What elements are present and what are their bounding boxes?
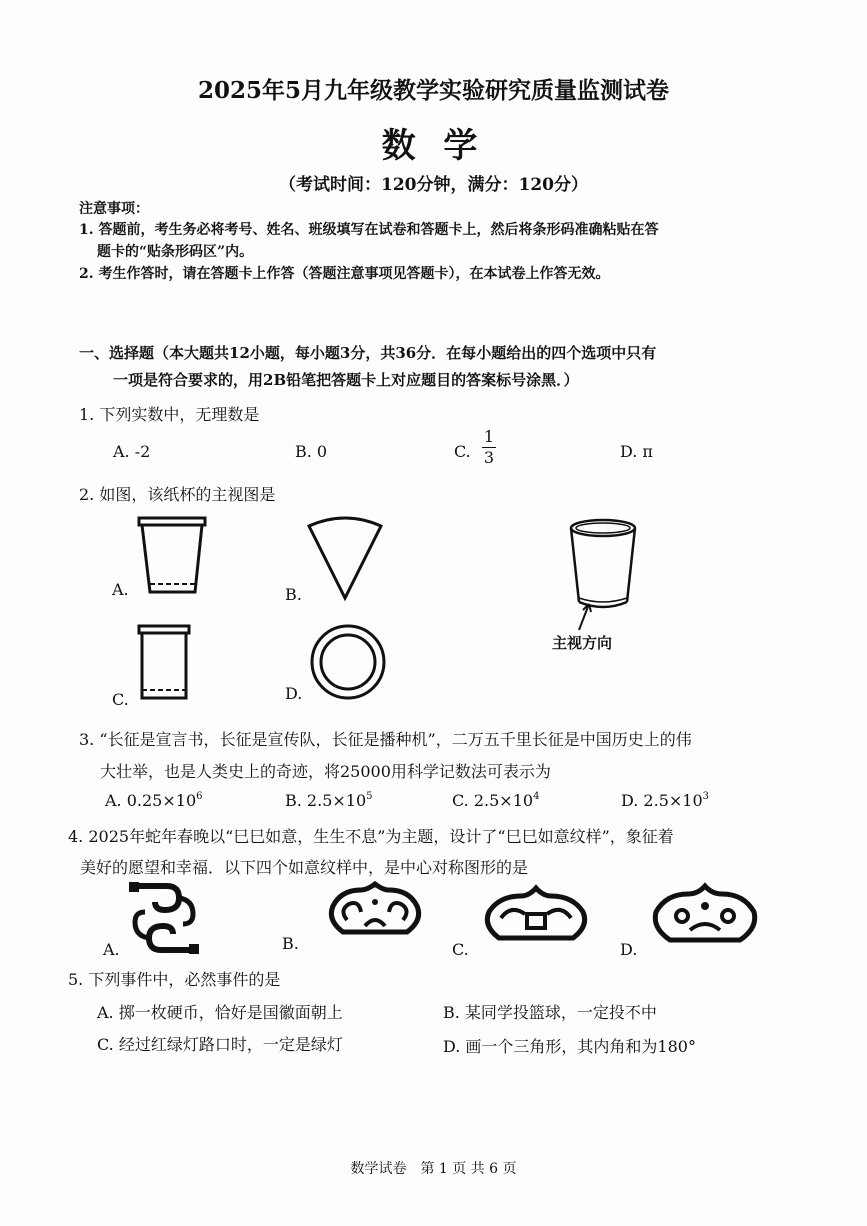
- q5-option-c[interactable]: C. 经过红绿灯路口时，一定是绿灯: [97, 1035, 343, 1054]
- q1-option-c-label[interactable]: C.: [454, 442, 471, 461]
- q5-option-a[interactable]: A. 掷一枚硬币，恰好是国徽面朝上: [97, 1003, 343, 1022]
- section1-heading-cont: 一项是符合要求的，用2B铅笔把答题卡上对应题目的答案标号涂黑．）: [113, 371, 579, 389]
- q1-stem: 1. 下列实数中，无理数是: [79, 405, 260, 424]
- q3-option-b[interactable]: [285, 791, 373, 810]
- subject-title: 数 学: [381, 126, 486, 166]
- q4-pattern-b: [325, 880, 425, 940]
- q2-figure-c: [135, 622, 195, 704]
- notes-item-2: 2. 考生作答时，请在答题卡上作答（答题注意事项见答题卡），在本试卷上作答无效。: [79, 266, 610, 282]
- notes-item-1-cont: 题卡的“贴条形码区”内。: [97, 244, 254, 260]
- q3-option-d-base: D. 2.5×10: [621, 791, 703, 810]
- q5-option-b[interactable]: B. 某同学投篮球，一定投不中: [443, 1003, 657, 1022]
- q3-option-a[interactable]: [105, 791, 203, 810]
- q2-figure-d: [308, 622, 388, 702]
- q2-option-d[interactable]: D.: [285, 684, 303, 703]
- q1-option-a[interactable]: A. -2: [113, 442, 151, 461]
- q4-stem-line1: 4. 2025年蛇年春晚以“巳巳如意，生生不息”为主题，设计了“巳巳如意纹样”，象征着: [68, 827, 674, 846]
- q4-option-a[interactable]: A.: [103, 940, 120, 959]
- page-footer: 数学试卷 第 1 页 共 6 页: [350, 1161, 517, 1177]
- q4-option-c[interactable]: C.: [452, 940, 469, 959]
- notes-heading: 注意事项：: [79, 201, 149, 217]
- q1-option-c-fraction[interactable]: [478, 428, 500, 467]
- q4-stem-line2: 美好的愿望和幸福．以下四个如意纹样中，是中心对称图形的是: [80, 858, 529, 877]
- q3-stem-line2: 大壮举，也是人类史上的奇迹，将25000用科学记数法可表示为: [100, 762, 551, 781]
- q4-pattern-d: [650, 882, 760, 946]
- q2-figure-a: [135, 514, 215, 594]
- q5-option-d[interactable]: D. 画一个三角形，其内角和为180°: [443, 1037, 696, 1056]
- q1-option-b[interactable]: B. 0: [295, 442, 328, 461]
- q4-pattern-a: [127, 880, 207, 956]
- q3-option-b-exp: 5: [366, 791, 373, 802]
- exam-title: 2025年5月九年级教学实验研究质量监测试卷: [197, 77, 670, 104]
- q3-option-a-base: A. 0.25×10: [105, 791, 197, 810]
- q2-option-c[interactable]: C.: [112, 690, 129, 709]
- q3-option-c-base: C. 2.5×10: [452, 791, 534, 810]
- view-direction-arrow: [577, 602, 597, 632]
- q4-option-d[interactable]: D.: [620, 940, 638, 959]
- fraction-numerator: 1: [483, 427, 495, 446]
- q2-stem: 2. 如图，该纸杯的主视图是: [79, 485, 276, 504]
- q2-figure-b: [305, 512, 385, 604]
- q3-option-d[interactable]: [621, 791, 709, 810]
- q2-option-a[interactable]: A.: [112, 580, 129, 599]
- q3-stem-line1: 3. “长征是宣言书，长征是宣传队，长征是播种机”，二万五千里长征是中国历史上的伟: [79, 730, 692, 749]
- q3-option-b-base: B. 2.5×10: [285, 791, 367, 810]
- section1-heading: 一、选择题（本大题共12小题，每小题3分，共36分．在每小题给出的四个选项中只有: [79, 344, 657, 362]
- q4-option-b[interactable]: B.: [282, 934, 299, 953]
- q3-option-c[interactable]: [452, 791, 539, 810]
- q4-pattern-c: [481, 884, 591, 944]
- view-direction-label: 主视方向: [552, 634, 613, 652]
- q3-option-a-exp: 6: [196, 791, 203, 802]
- fraction-denominator: 3: [483, 448, 495, 467]
- q3-option-d-exp: 3: [702, 791, 710, 802]
- q1-option-d[interactable]: D. π: [620, 442, 653, 461]
- q5-stem: 5. 下列事件中，必然事件的是: [68, 970, 281, 989]
- q2-option-b[interactable]: B.: [285, 585, 302, 604]
- exam-info: （考试时间：120分钟，满分：120分）: [279, 175, 588, 195]
- notes-item-1: 1. 答题前，考生务必将考号、姓名、班级填写在试卷和答题卡上，然后将条形码准确粘贴在答: [79, 222, 659, 238]
- q3-option-c-exp: 4: [533, 791, 540, 802]
